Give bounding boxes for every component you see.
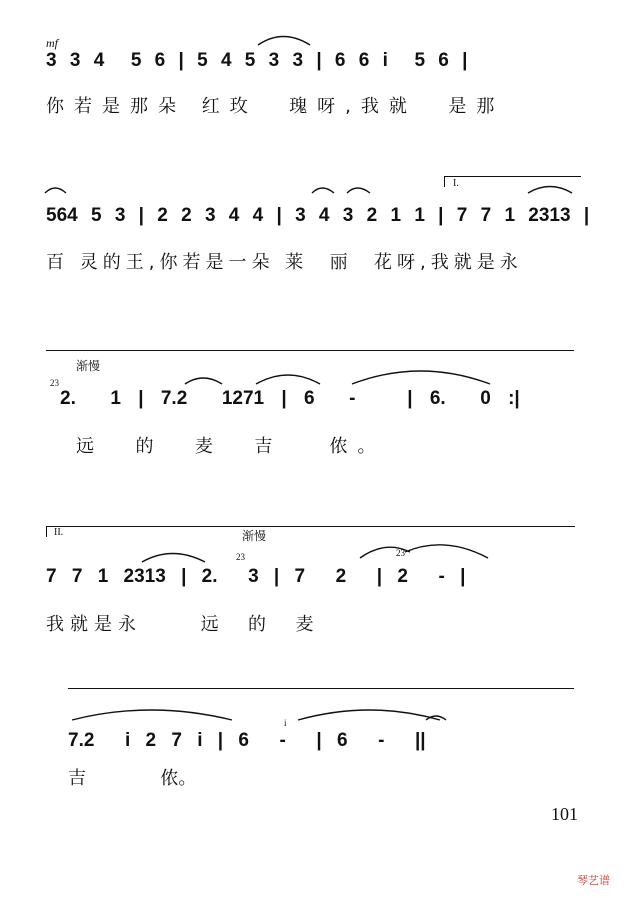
lyrics-line: 百 灵的王,你若是一朵 莱 丽 花呀,我就是永 — [46, 252, 523, 273]
lyrics-line: 你若是那朵 红玫 瑰呀,我就 是那 — [46, 96, 505, 117]
slur — [256, 375, 320, 384]
grace-notes: 23 — [236, 552, 245, 562]
slur — [347, 188, 370, 193]
tempo-marking: 渐慢 — [242, 529, 267, 543]
tempo-marking: 渐慢 — [76, 359, 101, 373]
grace-notes: 23 — [50, 378, 59, 388]
volta-label: II. — [54, 527, 64, 538]
slur — [142, 554, 205, 563]
grace-notes: 23 — [396, 548, 405, 558]
slur — [258, 37, 310, 46]
lyrics-line: 吉 侬。 — [68, 768, 197, 789]
slur — [185, 378, 222, 384]
lyrics-line: 我就是永 远 的 麦 — [46, 614, 320, 635]
dynamic-marking: mf — [46, 36, 58, 50]
volta-bracket — [68, 688, 574, 699]
slur — [45, 188, 66, 193]
slur — [528, 187, 572, 194]
slur — [298, 710, 440, 720]
notation-line: 2. 1 | 7.2 1271 | 6 - | 6. 0 :| — [60, 388, 520, 409]
volta-bracket — [46, 350, 574, 361]
page-number: 101 — [551, 804, 578, 824]
slur — [352, 371, 490, 384]
notation-line: 7.2 i 2 7 i | 6 - | 6 - || — [68, 730, 426, 751]
slur — [426, 716, 446, 720]
notation-line: 3 3 4 5 6 | 5 4 5 3 3 | 6 6 i 5 6 | — [46, 50, 468, 71]
notation-line: 7 7 1 2313 | 2. 3 | 7 2 | 2 - | — [46, 566, 466, 587]
volta-label: I. — [453, 178, 459, 189]
notation-line: 564 5 3 | 2 2 3 4 4 | 3 4 3 2 1 1 | 7 7 1 2313 | — [46, 205, 590, 226]
volta-bracket — [46, 526, 575, 537]
grace-notes: i — [284, 718, 287, 728]
slur — [405, 545, 488, 558]
lyrics-line: 远 的 麦 吉 侬。 — [76, 436, 386, 457]
watermark-logo: 琴艺谱 — [577, 874, 610, 887]
slur — [72, 710, 232, 720]
slur — [312, 188, 334, 193]
volta-bracket — [444, 176, 581, 187]
